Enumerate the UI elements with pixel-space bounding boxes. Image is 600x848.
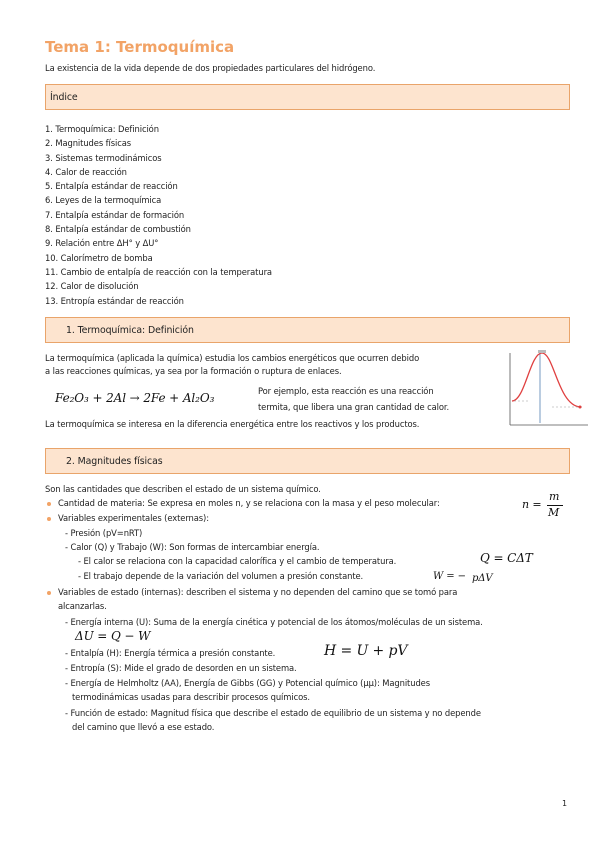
formula-n-num: m: [549, 490, 560, 503]
toc-item[interactable]: 5. Entalpía estándar de reacción: [45, 181, 178, 192]
toc-item[interactable]: 13. Entropía estándar de reacción: [45, 295, 184, 306]
toc-item[interactable]: 7. Entalpía estándar de formación: [45, 209, 185, 220]
section1-para1-line1: La termoquímica (aplicada la química) estudia los cambios energéticos que ocurren debido: [45, 353, 420, 363]
sub-trabajo: - El trabajo depende de la variación del volumen a presión constante.: [78, 571, 364, 581]
section1-para1-line2: a las reacciones químicas, ya sea por la formación o ruptura de enlaces.: [45, 366, 342, 376]
toc-item[interactable]: 2. Magnitudes físicas: [45, 138, 132, 149]
section1-para2: La termoquímica se interesa en la diferencia energética entre los reactivos y los productos.: [45, 419, 420, 429]
formula-n-den: M: [548, 506, 560, 519]
sub-presion: - Presión (pV=nRT): [65, 528, 143, 538]
toc-item[interactable]: 12. Calor de disolución: [45, 281, 139, 292]
section1-header: [45, 317, 570, 343]
toc-item[interactable]: 1. Termoquímica: Definición: [45, 124, 159, 134]
bullet-icon: [47, 517, 51, 521]
sub-helmholtz-line1: - Energía de Helmholtz (AA), Energía de Gibbs (GG) y Potencial químico (μμ): Magnitudes: [65, 678, 430, 688]
sub-helmholtz-line2: termodinámicas usadas para describir procesos químicos.: [72, 692, 310, 702]
toc-item[interactable]: 3. Sistemas termodinámicos: [45, 152, 162, 163]
section2-header: [45, 448, 570, 474]
sub-energia-interna: - Energía interna (U): Suma de la energía cinética y potencial de los átomos/moléculas de un sistema.: [65, 617, 483, 627]
formula-n-lhs: n =: [522, 498, 542, 511]
sub-calor-trabajo: - Calor (Q) y Trabajo (W): Son formas de intercambiar energía.: [65, 542, 320, 552]
toc-item[interactable]: 4. Calor de reacción: [45, 166, 127, 177]
section1-heading: 1. Termoquímica: Definición: [66, 325, 194, 336]
bullet-cantidad-materia: Cantidad de materia: Se expresa en moles n, y se relaciona con la masa y el peso molecular:: [58, 498, 440, 508]
index-heading: Índice: [50, 92, 78, 103]
table-of-contents: [45, 122, 272, 308]
sub-funcion-estado-line1: - Función de estado: Magnitud física que describe el estado de equilibrio de un sistema y no depende: [65, 708, 481, 718]
intro-text: La existencia de la vida depende de dos propiedades particulares del hidrógeno.: [45, 63, 376, 73]
bullet-variables-estado-line2: alcanzarlas.: [58, 601, 107, 611]
toc-item[interactable]: 11. Cambio de entalpía de reacción con la temperatura: [45, 266, 272, 277]
bullet-variables-estado-line1: Variables de estado (internas): describen el sistema y no dependen del camino que se tomó para: [58, 587, 458, 597]
toc-item[interactable]: 6. Leyes de la termoquímica: [45, 195, 162, 206]
bullet-variables-experimentales: Variables experimentales (externas):: [58, 513, 209, 523]
formula-heat: Q = CΔT: [480, 551, 533, 565]
sub-funcion-estado-line2: del camino que llevó a ese estado.: [72, 722, 215, 732]
sub-calor: - El calor se relaciona con la capacidad calorífica y el cambio de temperatura.: [78, 556, 397, 566]
page-number: 1: [562, 799, 567, 808]
formula-internal-energy: ΔU = Q − W: [75, 629, 151, 643]
toc-item[interactable]: 10. Calorímetro de bomba: [45, 252, 153, 263]
toc-item[interactable]: 9. Relación entre ΔH° y ΔU°: [45, 238, 159, 249]
energy-curve: [512, 353, 580, 407]
section2-heading: 2. Magnitudes físicas: [66, 456, 163, 467]
thermite-equation: Fe₂O₃ + 2Al → 2Fe + Al₂O₃: [55, 391, 215, 405]
energy-profile-diagram: [500, 345, 592, 435]
sub-entropia: - Entropía (S): Mide el grado de desorden en un sistema.: [65, 663, 297, 673]
example-line2: termita, que libera una gran cantidad de calor.: [258, 402, 450, 412]
page-title: Tema 1: Termoquímica: [45, 38, 235, 56]
index-header: [45, 84, 570, 110]
formula-work-a: W = −: [433, 571, 466, 582]
formula-enthalpy: H = U + pV: [324, 643, 408, 659]
example-line1: Por ejemplo, esta reacción es una reacción: [258, 386, 434, 396]
sub-entalpia: - Entalpía (H): Energía térmica a presión constante.: [65, 648, 276, 658]
section2-lead: Son las cantidades que describen el estado de un sistema químico.: [45, 484, 321, 494]
bullet-icon: [47, 502, 51, 506]
toc-item[interactable]: 8. Entalpía estándar de combustión: [45, 224, 191, 235]
bullet-icon: [47, 591, 51, 595]
formula-work-b: pΔV: [472, 573, 493, 584]
